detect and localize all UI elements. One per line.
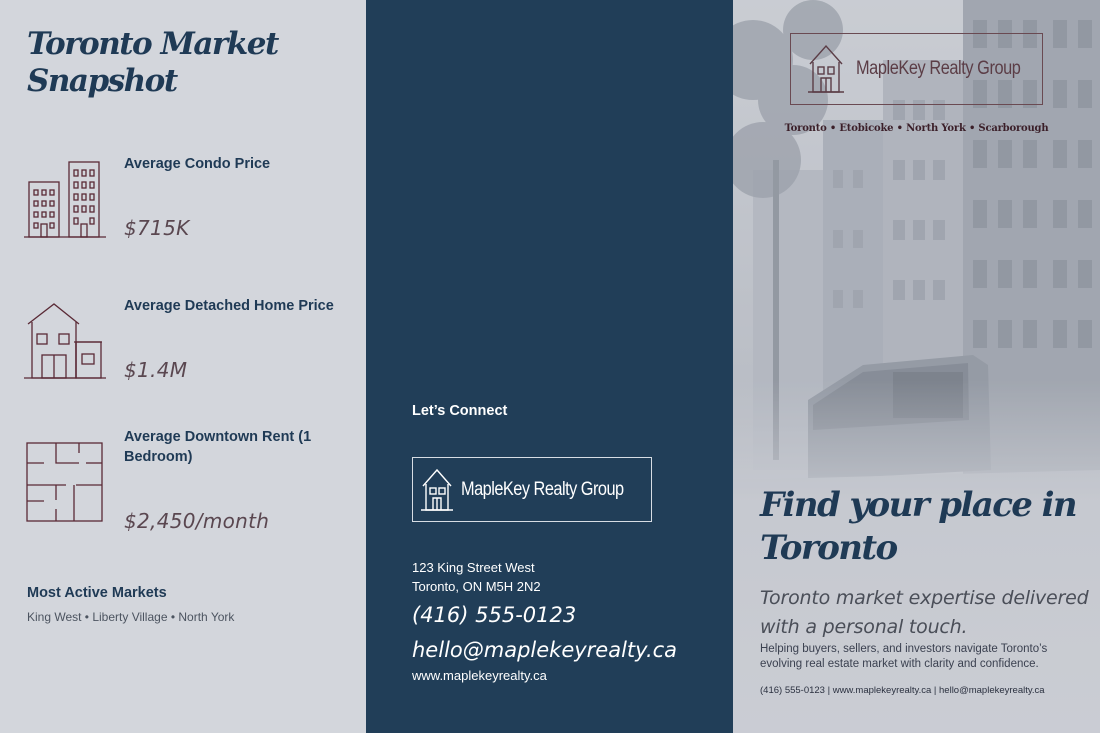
house-logo-icon [808, 40, 846, 98]
active-markets-title: Most Active Markets [27, 585, 167, 601]
middle-panel [366, 0, 733, 733]
condo-buildings-icon [24, 150, 108, 246]
active-markets-list: King West • Liberty Village • North York [27, 610, 235, 624]
right-panel [733, 0, 1100, 733]
website-link[interactable]: www.maplekeyrealty.ca [412, 668, 547, 683]
floor-plan-icon [24, 425, 108, 529]
stat-value: $715K [124, 216, 190, 240]
connect-heading: Let’s Connect [412, 403, 508, 419]
stat-label: Average Detached Home Price [124, 298, 334, 314]
stat-label: Average Condo Price [124, 156, 271, 172]
left-panel [0, 0, 366, 733]
email-address[interactable]: hello@maplekeyrealty.ca [412, 638, 678, 662]
service-areas: Toronto • Etobicoke • North York • Scarborough [784, 123, 1049, 134]
headline: Find your place in Toronto [760, 485, 1077, 568]
address-line-1: 123 King Street West [412, 560, 535, 575]
logo-text: MapleKey Realty Group [856, 58, 1021, 79]
detached-house-icon [24, 292, 108, 388]
stat-value: $1.4M [124, 358, 188, 382]
logo-text: MapleKey Realty Group [461, 478, 624, 500]
house-logo-icon [421, 464, 455, 516]
stat-value: $2,450/month [124, 509, 270, 533]
company-logo [790, 33, 1043, 105]
description: Helping buyers, sellers, and investors navigate Toronto’s evolving real estate market with clarity and confidence. [760, 643, 1048, 670]
page-title: Toronto Market Snapshot [27, 26, 278, 99]
stat-label: Average Downtown Rent (1 Bedroom) [124, 429, 312, 465]
subheadline: Toronto market expertise delivered with a personal touch. [760, 587, 1089, 638]
footer-contact: (416) 555-0123 | www.maplekeyrealty.ca | hello@maplekeyrealty.ca [760, 685, 1045, 696]
company-logo [412, 457, 652, 522]
address-line-2: Toronto, ON M5H 2N2 [412, 579, 541, 594]
phone-number[interactable]: (416) 555-0123 [412, 603, 577, 627]
